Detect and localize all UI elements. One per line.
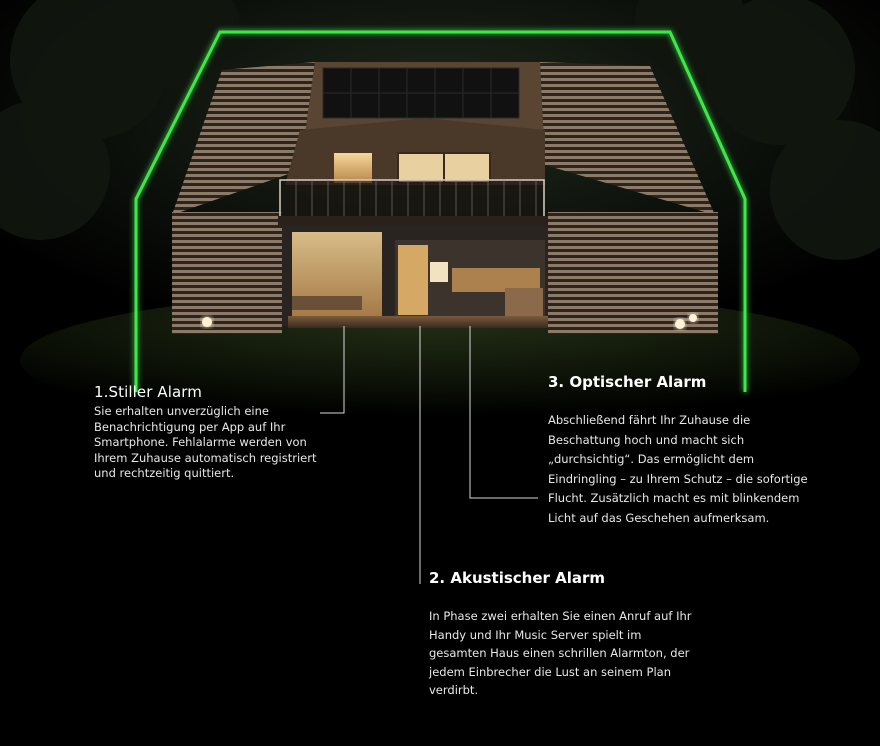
alarm-3-text: Abschließend fährt Ihr Zuhause die Beschattung hoch und macht sich „durchsichtig“. Das ermöglicht dem Eindringling – zu Ihrem Schutz – die sofortige Flucht. Zusätzlich macht es mit blinkendem Licht auf das Geschehen aufmerksam. — [548, 413, 808, 525]
alarm-2 — [429, 569, 699, 700]
alarm-1 — [94, 383, 324, 482]
terrace — [288, 316, 548, 328]
garden-light-right-2 — [689, 314, 697, 322]
alarm-1-text: Sie erhalten unverzüglich eine Benachrichtigung per App auf Ihr Smartphone. Fehlalarme werden von Ihrem Zuhause automatisch registriert und rechtzeitig quittiert. — [94, 404, 317, 480]
alarm-2-text: In Phase zwei erhalten Sie einen Anruf auf Ihr Handy und Ihr Music Server spielt im gesamten Haus einen schrillen Alarmton, der jedem Einbrecher die Lust an seinem Plan verdirbt. — [429, 609, 692, 697]
garden-light-right-1 — [675, 319, 685, 329]
upper-window-left — [334, 153, 372, 183]
balcony — [280, 180, 544, 218]
alarm-2-title: 2. Akustischer Alarm — [429, 569, 606, 587]
alarm-1-title: 1.Stiller Alarm — [94, 383, 203, 401]
garden-light-left — [202, 317, 212, 327]
wall-slats-left — [172, 212, 282, 334]
alarm-3-title: 3. Optischer Alarm — [548, 373, 707, 391]
alarm-3 — [548, 373, 813, 528]
